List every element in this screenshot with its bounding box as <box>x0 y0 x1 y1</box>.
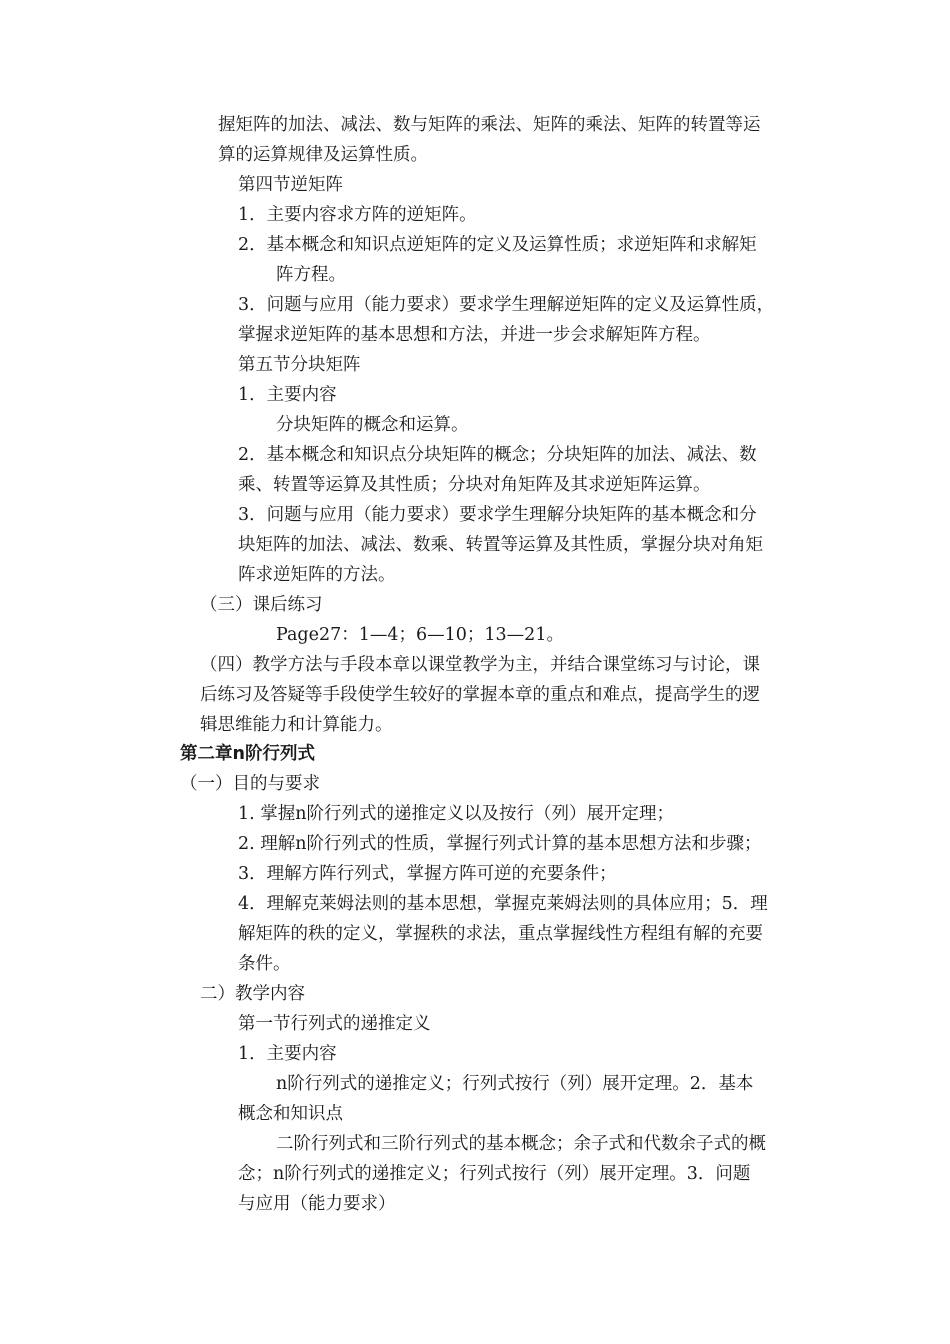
text-line: 分块矩阵的概念和运算。 <box>276 415 469 435</box>
text-line: （四）教学方法与手段本章以课堂教学为主，并结合课堂练习与讨论，课 <box>200 655 760 675</box>
text-line: 1．主要内容求方阵的逆矩阵。 <box>238 205 477 225</box>
text-line: Page27：1—4；6—10；13—21。 <box>276 625 564 645</box>
text-line: 1．主要内容 <box>238 1044 337 1064</box>
text-line: 3．问题与应用（能力要求）要求学生理解逆矩阵的定义及运算性质， <box>238 295 775 315</box>
text-line: 掌握求逆矩阵的基本思想和方法，并进一步会求解矩阵方程。 <box>238 325 711 345</box>
subsection-heading: 二）教学内容 <box>200 984 305 1004</box>
text-line: 2．基本概念和知识点逆矩阵的定义及运算性质；求逆矩阵和求解矩 <box>238 235 757 255</box>
text-line: 2. 理解n阶行列式的性质，掌握行列式计算的基本思想方法和步骤； <box>238 834 762 854</box>
subsection-heading: （一）目的与要求 <box>180 774 320 794</box>
text-line: 乘、转置等运算及其性质；分块对角矩阵及其求逆矩阵运算。 <box>238 475 711 495</box>
text-line: 1．主要内容 <box>238 385 337 405</box>
text-line: 1. 掌握n阶行列式的递推定义以及按行（列）展开定理； <box>238 804 675 824</box>
text-line: 解矩阵的秩的定义，掌握秩的求法，重点掌握线性方程组有解的充要 <box>238 924 763 944</box>
text-line: 2．基本概念和知识点分块矩阵的概念；分块矩阵的加法、减法、数 <box>238 445 757 465</box>
text-line: 算的运算规律及运算性质。 <box>218 145 428 165</box>
text-line: 二阶行列式和三阶行列式的基本概念；余子式和代数余子式的概 <box>276 1134 766 1154</box>
text-line: 握矩阵的加法、减法、数与矩阵的乘法、矩阵的乘法、矩阵的转置等运 <box>218 115 761 135</box>
text-line: 条件。 <box>238 954 291 974</box>
text-line: n阶行列式的递推定义；行列式按行（列）展开定理。2．基本 <box>276 1074 754 1094</box>
text-line: 概念和知识点 <box>238 1104 343 1124</box>
section-heading: 第五节分块矩阵 <box>238 355 361 375</box>
text-line: 与应用（能力要求） <box>238 1194 396 1214</box>
text-line: 阵方程。 <box>276 265 346 285</box>
text-line: 阵求逆矩阵的方法。 <box>238 565 396 585</box>
text-line: 念；n阶行列式的递推定义；行列式按行（列）展开定理。3．问题 <box>238 1164 751 1184</box>
text-line: 辑思维能力和计算能力。 <box>200 715 393 735</box>
text-line: 3．问题与应用（能力要求）要求学生理解分块矩阵的基本概念和分 <box>238 505 757 525</box>
subsection-heading: （三）课后练习 <box>200 595 323 615</box>
text-line: 块矩阵的加法、减法、数乘、转置等运算及其性质，掌握分块对角矩 <box>238 535 763 555</box>
text-line: 4．理解克莱姆法则的基本思想，掌握克莱姆法则的具体应用；5．理 <box>238 894 768 914</box>
chapter-title: 第二章n阶行列式 <box>180 744 315 764</box>
text-line: 后练习及答疑等手段使学生较好的掌握本章的重点和难点，提高学生的逻 <box>200 685 760 705</box>
section-heading: 第一节行列式的递推定义 <box>238 1014 431 1034</box>
section-heading: 第四节逆矩阵 <box>238 175 343 195</box>
text-line: 3．理解方阵行列式，掌握方阵可逆的充要条件； <box>238 864 617 884</box>
